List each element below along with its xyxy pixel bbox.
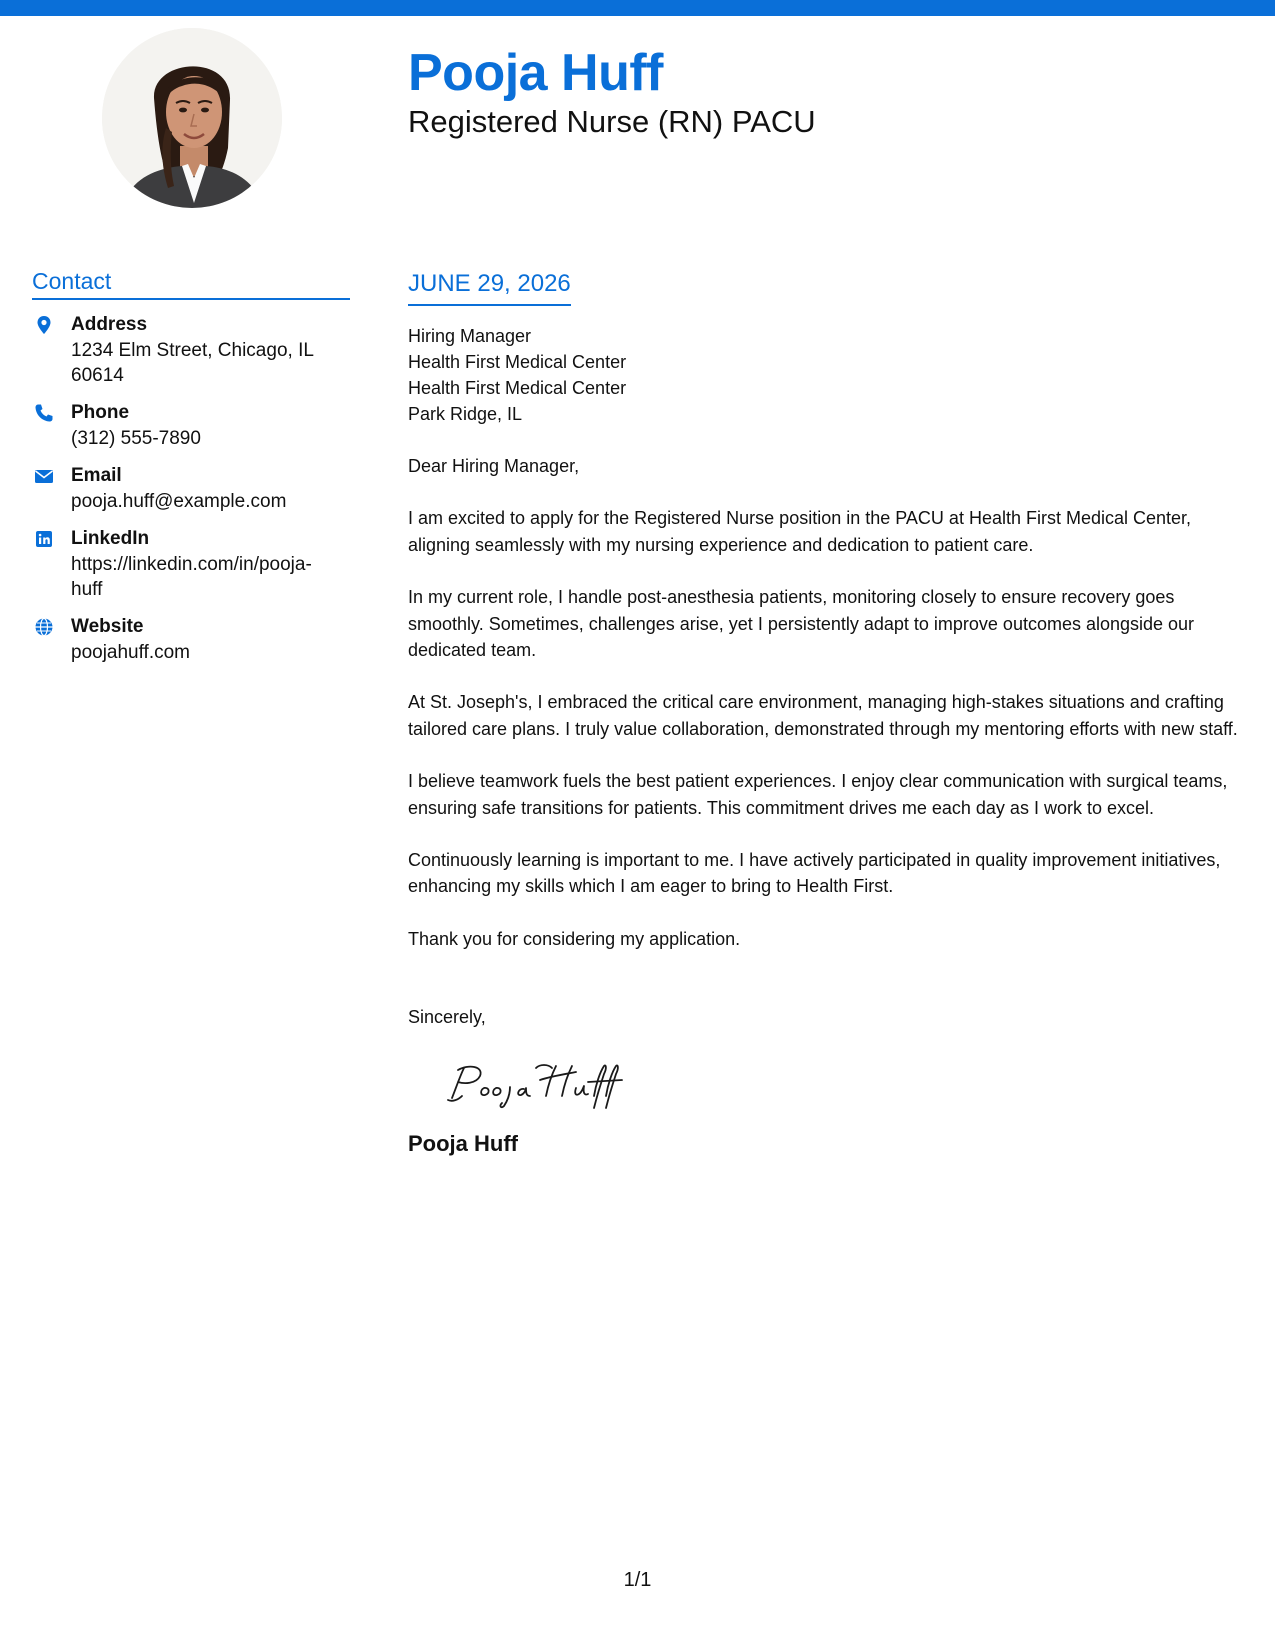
letter-body xyxy=(408,268,1238,1158)
website-value[interactable]: poojahuff.com xyxy=(71,642,191,663)
recipient-line: Health First Medical Center xyxy=(408,352,627,372)
phone-label: Phone xyxy=(71,402,130,423)
recipient-line: Health First Medical Center xyxy=(408,378,627,398)
letter-paragraph: Thank you for considering my application. xyxy=(408,928,741,949)
contact-item-phone xyxy=(32,400,350,451)
handwritten-signature xyxy=(444,1060,1238,1110)
phone-icon xyxy=(34,403,54,423)
email-label: Email xyxy=(71,465,122,486)
address-value: 1234 Elm Street, Chicago, IL 60614 xyxy=(71,340,314,386)
top-accent-bar xyxy=(0,0,1275,16)
salutation: Dear Hiring Manager, xyxy=(408,456,580,476)
contact-heading: Contact xyxy=(32,266,350,300)
envelope-icon xyxy=(34,466,54,486)
recipient-line: Hiring Manager xyxy=(408,326,532,346)
page-number: 1/1 xyxy=(623,1569,652,1591)
linkedin-label: LinkedIn xyxy=(71,528,150,549)
contact-item-address xyxy=(32,312,350,388)
recipient-block xyxy=(408,323,1238,427)
job-title: Registered Nurse (RN) PACU xyxy=(408,104,816,139)
linkedin-icon xyxy=(34,529,54,549)
globe-icon xyxy=(34,617,54,637)
address-label: Address xyxy=(71,314,148,335)
closing: Sincerely, xyxy=(408,1007,486,1028)
letter-paragraph: At St. Joseph's, I embraced the critical care environment, managing high-stakes situations and crafting tailored care plans. I truly value collaboration, demonstrated through my mentoring efforts with new staff. xyxy=(408,692,1238,739)
letter-paragraph: I am excited to apply for the Registered Nurse position in the PACU at Health First Medical Center, aligning seamlessly with my nursing experience and dedication to patient care. xyxy=(408,508,1192,555)
recipient-line: Park Ridge, IL xyxy=(408,404,523,424)
signer-name: Pooja Huff xyxy=(408,1131,518,1157)
contact-item-website xyxy=(32,614,350,665)
linkedin-value[interactable]: https://linkedin.com/in/pooja-huff xyxy=(71,554,312,600)
letter-paragraph: In my current role, I handle post-anesthesia patients, monitoring closely to ensure recovery goes smoothly. Sometimes, challenges arise, yet I persistently adapt to improve outcomes alongside our dedicated team. xyxy=(408,587,1195,661)
contact-list xyxy=(32,312,350,665)
profile-photo xyxy=(102,28,282,208)
website-label: Website xyxy=(71,616,144,637)
contact-item-email xyxy=(32,463,350,514)
email-value[interactable]: pooja.huff@example.com xyxy=(71,491,287,512)
location-pin-icon xyxy=(34,315,54,335)
applicant-name: Pooja Huff xyxy=(408,44,663,102)
letter-paragraph: Continuously learning is important to me. I have actively participated in quality improvement initiatives, enhancing my skills which I am eager to bring to Health First. xyxy=(408,850,1221,897)
phone-value[interactable]: (312) 555-7890 xyxy=(71,428,201,449)
letter-date: JUNE 29, 2026 xyxy=(408,268,571,306)
contact-sidebar xyxy=(32,266,350,677)
contact-item-linkedin xyxy=(32,526,350,602)
letter-paragraph: I believe teamwork fuels the best patient experiences. I enjoy clear communication with surgical teams, ensuring safe transitions for patients. This commitment drives me each day as I work to excel. xyxy=(408,771,1228,818)
